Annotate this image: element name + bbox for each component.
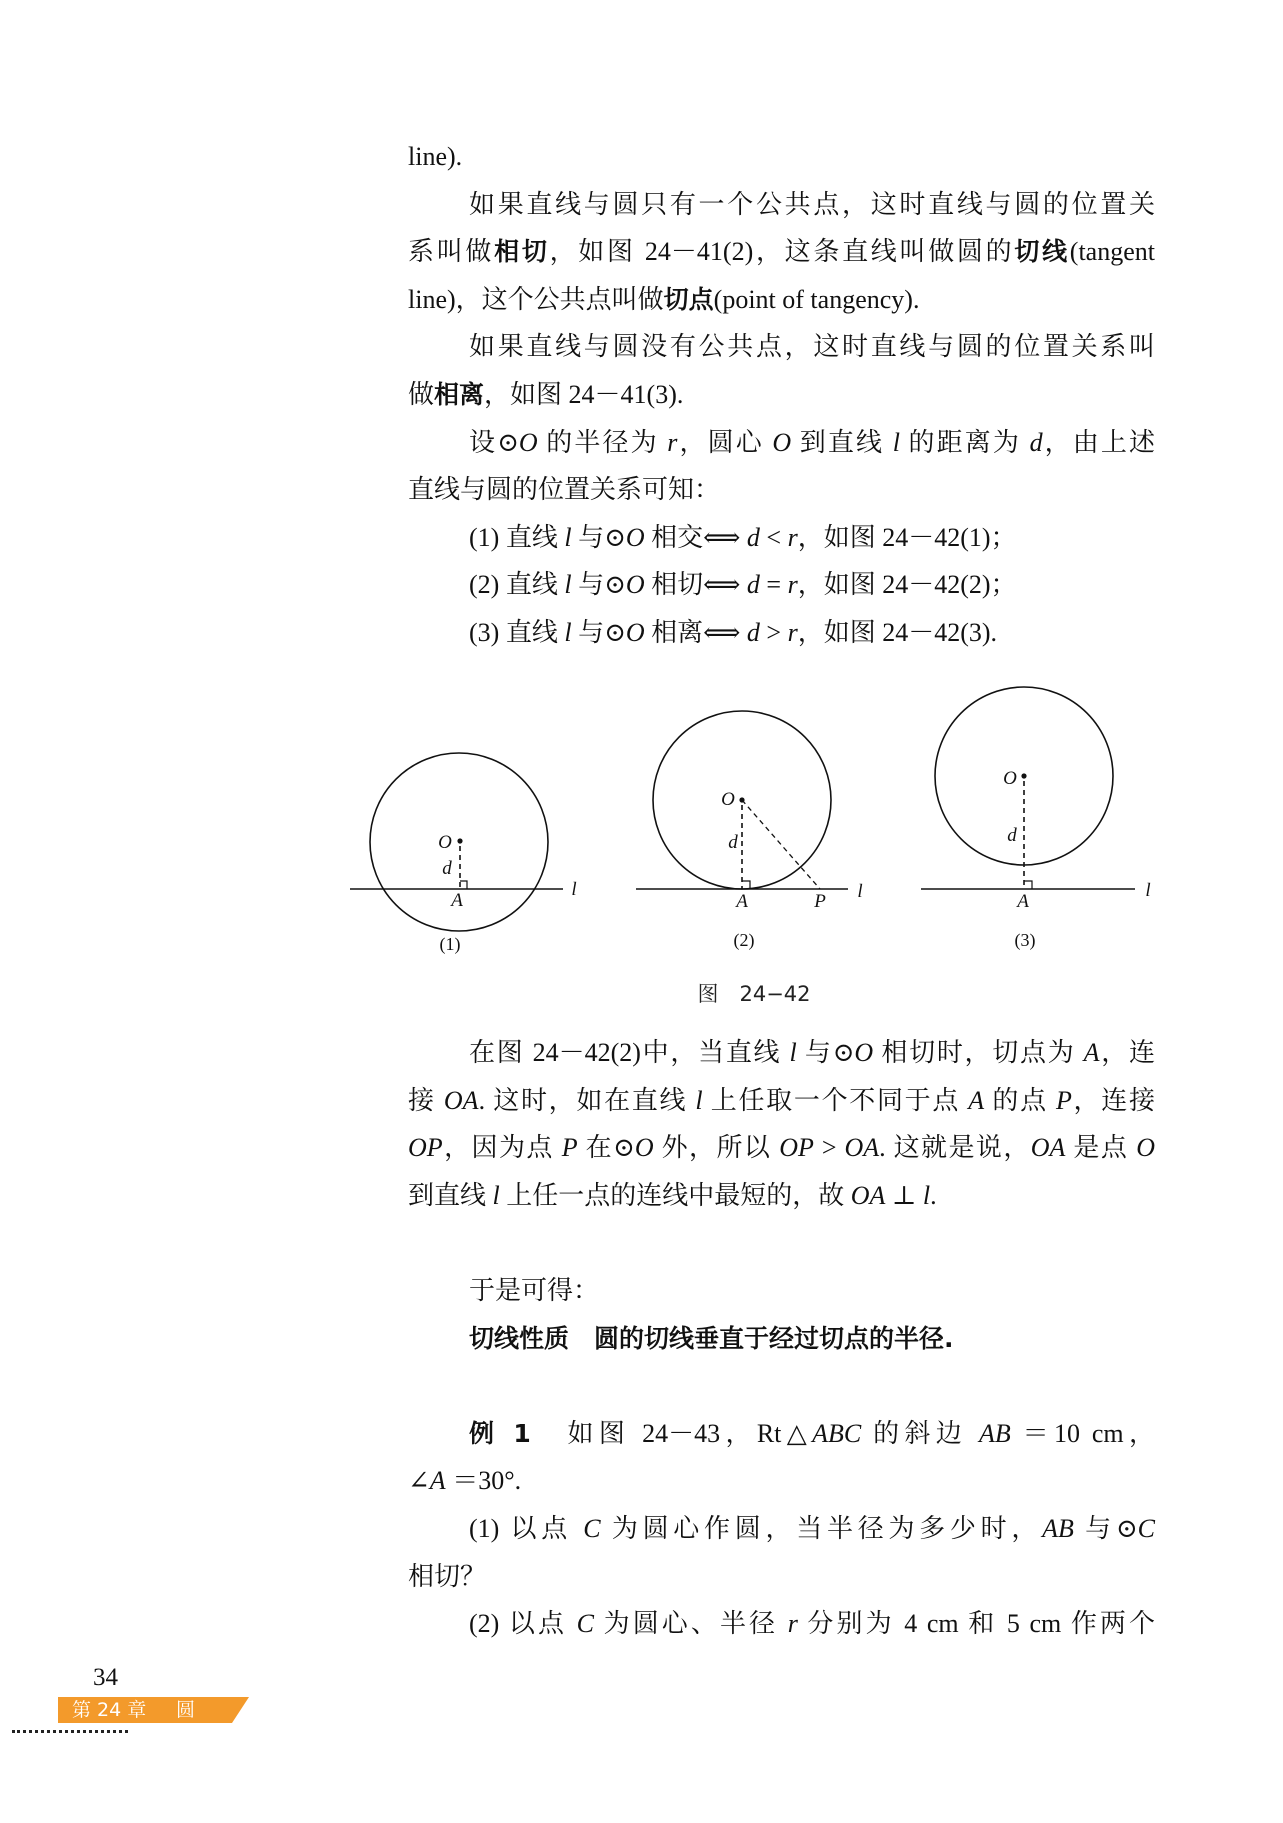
math-variable: A [429, 1466, 446, 1496]
text-line [408, 1172, 1155, 1220]
center-label: O [1003, 768, 1017, 789]
text-segment: 与⊙ [571, 522, 626, 552]
example-label: 例 1 [469, 1418, 531, 1448]
panel-label: (3) [1014, 930, 1036, 950]
text-line [408, 371, 1155, 419]
text-segment: line)，这个公共点叫做 [408, 284, 664, 314]
math-variable: r [787, 522, 798, 552]
math-variable: A [968, 1085, 985, 1115]
panel-label: (1) [439, 934, 461, 954]
text-segment: 的点 [984, 1085, 1056, 1115]
text-segment: 接 [408, 1085, 444, 1115]
math-variable: l [695, 1085, 703, 1115]
text-segment: ∠ [408, 1466, 430, 1496]
text-segment: ，如图 24－41(3). [484, 379, 684, 409]
center-label: O [721, 789, 735, 810]
text-segment: 为圆心作圆，当半径为多少时， [600, 1513, 1043, 1543]
figure-panel-2 [636, 711, 848, 889]
text-segment: ，连接 [1071, 1085, 1155, 1115]
text-segment: 到直线 [408, 1180, 493, 1210]
foot-label: A [1017, 891, 1029, 912]
text-block-upper [408, 133, 1155, 657]
example-line [408, 1410, 1155, 1458]
point-label: P [814, 891, 826, 912]
math-variable: OA [850, 1180, 886, 1210]
math-variable: C [1137, 1513, 1155, 1543]
text-segment: (1) 以点 [469, 1513, 584, 1543]
text-line [408, 1029, 1155, 1077]
math-variable: O [854, 1038, 874, 1067]
theorem-statement: 圆的切线垂直于经过切点的半径. [569, 1323, 954, 1353]
math-variable: d [746, 522, 760, 552]
text-block-lower [408, 1029, 1155, 1648]
math-variable: l [789, 1038, 797, 1067]
math-variable: l [922, 1180, 931, 1210]
text-segment: 为圆心、半径 [594, 1609, 788, 1639]
text-segment: 分别为 4 cm 和 5 cm 作两个 [797, 1609, 1155, 1639]
text-segment: 与⊙ [571, 570, 626, 600]
center-point [457, 838, 462, 843]
foot-label: A [736, 891, 748, 912]
text-line [408, 181, 1155, 229]
line-label: l [857, 881, 863, 902]
text-line [408, 1077, 1155, 1125]
math-variable: l [564, 522, 572, 552]
text-segment: ＝10 cm， [1010, 1418, 1155, 1448]
text-segment: (tangent [1069, 237, 1155, 267]
math-variable: O [518, 427, 538, 457]
text-line [408, 1600, 1155, 1648]
bold-term: 相离 [434, 379, 485, 409]
text-segment: 与⊙ [796, 1038, 855, 1067]
math-variable: r [787, 1609, 798, 1639]
math-variable: OP [779, 1133, 814, 1163]
text-segment: 到直线 [791, 427, 893, 457]
theorem-line [408, 1315, 1155, 1363]
text-segment: 如图 24－43，Rt△ [530, 1418, 813, 1448]
math-variable: O [772, 427, 792, 457]
text-segment: ＝30°. [445, 1466, 522, 1496]
text-segment: 相切？ [408, 1561, 487, 1591]
text-segment: = [759, 570, 788, 600]
math-variable: r [787, 617, 798, 647]
panel-label: (2) [733, 930, 755, 950]
bold-term: 切线 [1014, 237, 1070, 267]
text-line [408, 133, 1155, 181]
text-segment: line). [408, 142, 463, 171]
text-segment: (1) 直线 [469, 522, 565, 552]
text-line [408, 1267, 1155, 1315]
math-variable: C [583, 1513, 601, 1543]
text-segment: . 这时，如在直线 [478, 1085, 696, 1115]
text-segment: ，连 [1099, 1038, 1155, 1067]
text-segment: 与⊙ [571, 617, 626, 647]
math-variable: l [564, 570, 572, 600]
page-number: 34 [93, 1664, 118, 1691]
math-variable: O [625, 570, 645, 600]
text-segment: 是点 [1065, 1133, 1137, 1163]
text-segment: > [813, 1133, 845, 1163]
text-segment: . [930, 1180, 937, 1210]
math-variable: O [634, 1133, 654, 1163]
math-variable: l [892, 427, 900, 457]
text-segment: 相切时，切点为 [873, 1038, 1084, 1067]
text-segment: > [759, 617, 788, 647]
text-line [408, 1457, 1155, 1505]
foot-label: A [451, 890, 463, 911]
text-segment: 相切⟺ [644, 570, 747, 600]
text-segment: (point of tangency). [713, 284, 920, 314]
theorem-title: 切线性质 [469, 1323, 570, 1353]
segment-op [742, 800, 820, 889]
text-segment: 在⊙ [577, 1133, 635, 1163]
text-line [408, 1553, 1155, 1601]
text-segment: . 这就是说， [879, 1133, 1031, 1163]
blank-line [408, 1219, 1155, 1267]
distance-label: d [442, 858, 452, 879]
math-variable: O [625, 522, 645, 552]
math-variable: l [564, 617, 572, 647]
text-segment: 与⊙ [1073, 1513, 1138, 1543]
math-variable: P [561, 1133, 578, 1163]
text-segment: (2) 直线 [469, 570, 565, 600]
text-segment: 上任一点的连线中最短的，故 [499, 1180, 851, 1210]
figure-24-42 [330, 670, 1180, 970]
text-segment: 的斜边 [861, 1418, 980, 1448]
bold-term: 相切 [494, 237, 550, 267]
text-line [408, 419, 1155, 467]
right-angle-mark [460, 881, 467, 889]
math-variable: d [746, 570, 760, 600]
math-variable: P [1055, 1085, 1072, 1115]
right-angle-mark [742, 881, 750, 889]
center-point [739, 797, 744, 802]
math-variable: d [746, 617, 760, 647]
text-segment: 直线与圆的位置关系可知： [408, 475, 721, 505]
text-segment: ，如图 24－42(3). [797, 617, 998, 647]
text-line [408, 276, 1155, 324]
text-line [408, 514, 1155, 562]
line-label: l [571, 879, 577, 900]
right-angle-mark [1024, 881, 1032, 889]
text-line [408, 1505, 1155, 1553]
center-point [1021, 773, 1026, 778]
text-segment: < [759, 522, 788, 552]
math-variable: O [625, 617, 645, 647]
chapter-number: 第 24 章 [72, 1699, 147, 1721]
math-variable: OA [844, 1133, 880, 1163]
math-variable: OA [443, 1085, 479, 1115]
text-segment: ，因为点 [442, 1133, 562, 1163]
text-segment: 如果直线与圆只有一个公共点，这时直线与圆的位置关 [469, 189, 1155, 219]
text-segment: ，圆心 [677, 427, 773, 457]
text-line [408, 561, 1155, 609]
line-label: l [1145, 880, 1151, 901]
text-line [408, 1124, 1155, 1172]
distance-label: d [728, 832, 738, 853]
text-segment: 做 [408, 379, 435, 409]
math-variable: OP [408, 1133, 443, 1163]
math-variable: C [576, 1609, 595, 1639]
text-segment: 的距离为 [899, 427, 1030, 457]
text-segment: 如果直线与圆没有公共点，这时直线与圆的位置关系叫 [469, 332, 1155, 362]
text-segment: 外，所以 [653, 1133, 780, 1163]
text-line [408, 323, 1155, 371]
math-variable: l [492, 1180, 500, 1210]
text-segment: ⊥ [885, 1180, 923, 1210]
text-line [408, 466, 1155, 514]
dotted-rule [12, 1730, 128, 1733]
text-segment: 上任取一个不同于点 [702, 1085, 969, 1115]
math-variable: AB [1042, 1513, 1074, 1543]
bold-term: 切点 [663, 284, 714, 314]
text-line [408, 228, 1155, 276]
figure-caption: 图 24−42 [697, 982, 811, 1006]
math-variable: r [787, 570, 798, 600]
text-segment: 于是可得： [469, 1275, 600, 1305]
text-segment: 相交⟺ [644, 522, 747, 552]
text-segment: (2) 以点 [469, 1609, 577, 1639]
text-segment: 在图 24－42(2)中，当直线 [469, 1038, 790, 1067]
math-variable: O [1136, 1133, 1155, 1163]
text-segment: ，由上述 [1042, 427, 1155, 457]
text-segment: 相离⟺ [644, 617, 747, 647]
distance-label: d [1007, 825, 1017, 846]
math-variable: d [1029, 427, 1043, 457]
text-segment: (3) 直线 [469, 617, 565, 647]
math-variable: r [667, 427, 678, 457]
text-segment: 的半径为 [537, 427, 668, 457]
math-variable: ABC [812, 1418, 862, 1448]
text-segment: ，如图 24－42(2)； [797, 570, 1017, 600]
text-segment: ，如图 24－41(2)，这条直线叫做圆的 [549, 237, 1015, 267]
center-label: O [438, 832, 452, 853]
text-line [408, 609, 1155, 657]
math-variable: AB [979, 1418, 1011, 1448]
text-segment: 系叫做 [408, 237, 495, 267]
figure-panel-3 [921, 687, 1135, 889]
chapter-title: 圆 [176, 1699, 196, 1721]
math-variable: OA [1030, 1133, 1066, 1163]
text-segment: ，如图 24－42(1)； [797, 522, 1017, 552]
math-variable: A [1083, 1038, 1100, 1067]
text-segment: 设⊙ [469, 427, 519, 457]
blank-line [408, 1362, 1155, 1410]
